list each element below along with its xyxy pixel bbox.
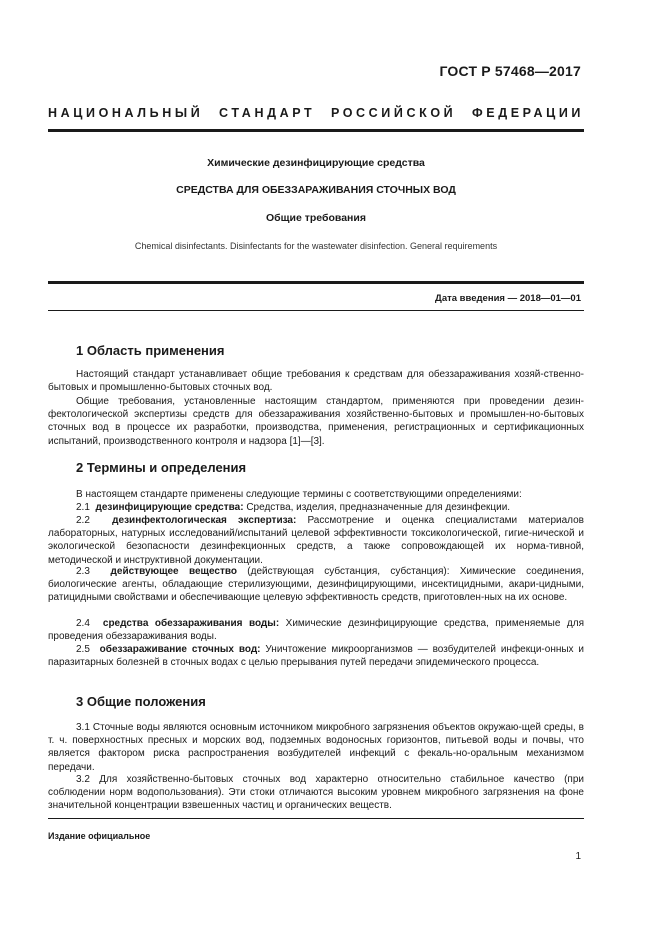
document-title: СРЕДСТВА ДЛЯ ОБЕЗЗАРАЖИВАНИЯ СТОЧНЫХ ВОД bbox=[176, 184, 456, 196]
banner-word: НАЦИОНАЛЬНЫЙ bbox=[48, 106, 204, 120]
page-number: 1 bbox=[575, 851, 581, 862]
english-title: Chemical disinfectants. Disinfectants for the wastewater disinfection. General requirements bbox=[134, 241, 498, 251]
term-name: действующее вещество bbox=[110, 566, 237, 577]
term-text: Средства, изделия, предназначенные для дезинфекции. bbox=[243, 502, 511, 513]
banner-word: СТАНДАРТ bbox=[219, 106, 316, 120]
term-number: 2.2 bbox=[76, 515, 90, 526]
banner-word: ФЕДЕРАЦИИ bbox=[471, 106, 584, 120]
term-definition bbox=[48, 514, 584, 567]
term-name: обеззараживание сточных вод: bbox=[99, 644, 261, 655]
edition-label: Издание официальное bbox=[48, 831, 151, 841]
paragraph: В настоящем стандарте применены следующие термины с соответствующими определениями: bbox=[76, 489, 522, 500]
header-divider bbox=[48, 129, 584, 132]
term-definition bbox=[48, 565, 584, 605]
term-number: 2.5 bbox=[76, 644, 90, 655]
section-heading: 2 Термины и определения bbox=[76, 460, 247, 475]
term-text: Рассмотрение и оценка специалистами материалов лабораторных, натурных исследований/испытаний целевой эффективности токсикологической, гигие-нической и экологической безопасности дезинфекционных средств, а также сопровождающей их норма-тивной, методической и инструктивной документации. bbox=[48, 515, 584, 566]
term-text: Химические дезинфицирующие средства, применяемые для проведения обеззараживания воды. bbox=[48, 618, 584, 643]
paragraph: Настоящий стандарт устанавливает общие требования к средствам для обеззараживания хозяй-ственно-бытовых и промышленно-бытовых сточных вод. bbox=[48, 369, 584, 394]
term-number: 2.1 bbox=[76, 502, 90, 513]
paragraph: 3.2 Для хозяйственно-бытовых сточных вод характерно относительно стабильное качество (при соблюдении норм водопользования). Эти стоки отличаются высоким уровнем микробного загрязнения на фоне значительной концентрации взвешенных частиц и органических веществ. bbox=[48, 774, 584, 812]
term-name: средства обеззараживания воды: bbox=[102, 618, 280, 629]
document-subtitle: Общие требования bbox=[266, 212, 366, 224]
paragraph: Общие требования, установленные настоящим стандартом, применяются при проведении дезин-фектологической экспертизы средств для обеззараживания хозяйственно-бытовых и промышлен-но-бытовых сточных вод в процессе их разработки, производства, применения, регистрационных и сертификационных испытаний, производственного контроля и надзора [1]—[3]. bbox=[48, 396, 584, 447]
footer-divider bbox=[48, 818, 584, 819]
term-text: Уничтожение микроорганизмов — возбудителей инфекци-онных и паразитарных болезней в сточных водах с целью прерывания путей передачи эпидемического процесса. bbox=[48, 644, 585, 669]
document-category: Химические дезинфицирующие средства bbox=[207, 157, 425, 169]
effective-date: Дата введения — 2018—01—01 bbox=[435, 293, 581, 304]
term-definition bbox=[48, 501, 584, 514]
term-number: 2.4 bbox=[76, 618, 90, 629]
term-name: дезинфектологическая экспертиза: bbox=[112, 515, 297, 526]
term-definition bbox=[48, 617, 584, 643]
paragraph: 3.1 Сточные воды являются основным источником микробного загрязнения объектов окружаю-щей среды, в т. ч. поверхностных пресных и морских вод, подземных водоносных горизонтов, питьевой воды и почвы, что является фактором риска распространения возбудителей инфекций с фекаль-но-оральным механизмом передачи. bbox=[48, 722, 584, 773]
section-heading: 1 Область применения bbox=[76, 343, 225, 358]
date-divider bbox=[48, 310, 584, 311]
term-text: (действующая субстанция, субстанция): Химические соединения, биологические агенты, обладающие стерилизующими, дезинфицирующими, инсектицидными, акари-цидными, ратицидными свойствами и обеспечивающие целевую эффективность средств, приготовлен-ных на их основе. bbox=[48, 566, 584, 604]
term-name: дезинфицирующие средства: bbox=[95, 502, 244, 513]
standard-banner bbox=[48, 106, 584, 120]
banner-word: РОССИЙСКОЙ bbox=[330, 106, 457, 120]
term-definition bbox=[48, 643, 584, 669]
title-divider bbox=[48, 281, 584, 284]
document-number: ГОСТ Р 57468—2017 bbox=[439, 63, 581, 79]
section-heading: 3 Общие положения bbox=[76, 694, 206, 709]
term-number: 2.3 bbox=[76, 566, 90, 577]
